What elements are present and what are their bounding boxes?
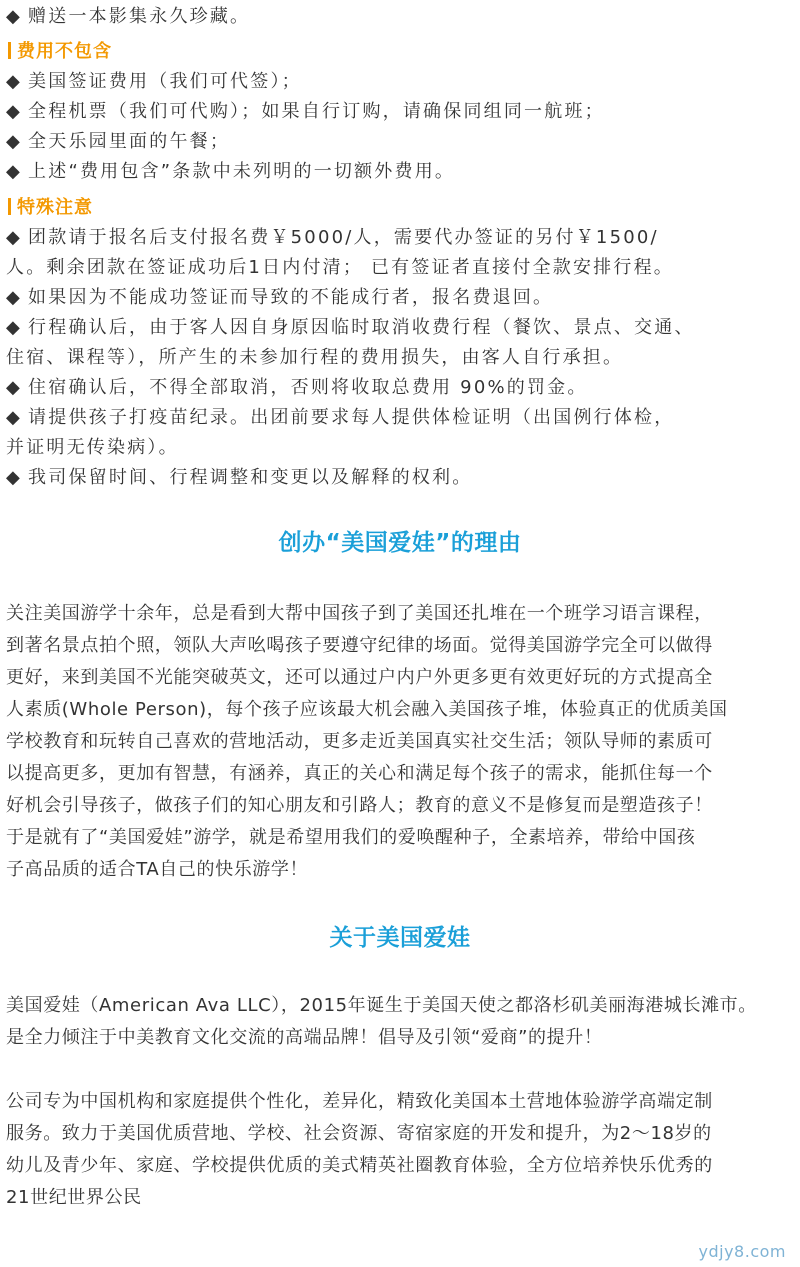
paragraph-line: 人素质(Whole Person)，每个孩子应该最大机会融入美国孩子堆，体验真正的优质美国	[6, 699, 728, 720]
about-section	[6, 920, 794, 1214]
list-item: ◆ 行程确认后，由于客人因自身原因临时取消收费行程（餐饮、景点、交通、	[6, 317, 695, 338]
paragraph-line: 关注美国游学十余年，总是看到大帮中国孩子到了美国还扎堆在一个班学习语言课程，	[6, 603, 713, 624]
paragraph-line: 更好，来到美国不光能突破英文，还可以通过户内户外更多更有效更好玩的方式提高全	[6, 667, 713, 688]
list-item-continued: 并证明无传染病）。	[6, 437, 179, 458]
list-item-continued: 住宿、课程等），所产生的未参加行程的费用损失，由客人自行承担。	[6, 347, 624, 368]
heading-bar-icon	[8, 198, 11, 215]
about-paragraph-1	[6, 990, 794, 1054]
not-included-section	[6, 37, 794, 187]
paragraph-line: 以提高更多，更加有智慧，有涵养，真正的关心和满足每个孩子的需求，能抓住每一个	[6, 763, 713, 784]
paragraph-line: 幼儿及青少年、家庭、学校提供优质的美式精英社圈教育体验，全方位培养快乐优秀的	[6, 1155, 713, 1176]
list-item: ◆ 上述“费用包含”条款中未列明的一切额外费用。	[6, 161, 456, 182]
paragraph-line: 21世纪世界公民	[6, 1187, 142, 1208]
reason-section	[6, 525, 794, 886]
paragraph-line: 到著名景点拍个照，领队大声吆喝孩子要遵守纪律的场面。觉得美国游学完全可以做得	[6, 635, 713, 656]
included-tail	[6, 2, 794, 32]
diamond-bullet-icon: ◆	[6, 101, 23, 122]
heading-bar-icon	[8, 42, 11, 59]
diamond-bullet-icon: ◆	[6, 407, 23, 428]
paragraph-line: 是全力倾注于中美教育文化交流的高端品牌！倡导及引领“爱商”的提升！	[6, 1027, 603, 1048]
section-title: 创办“美国爱娃”的理由	[278, 530, 522, 556]
diamond-bullet-icon: ◆	[6, 161, 23, 182]
paragraph-line: 于是就有了“美国爱娃”游学，就是希望用我们的爱唤醒种子，全素培养，带给中国孩	[6, 827, 696, 848]
list-item: ◆ 请提供孩子打疫苗纪录。出团前要求每人提供体检证明（出国例行体检，	[6, 407, 675, 428]
diamond-bullet-icon: ◆	[6, 131, 23, 152]
watermark: ydjy8.com	[698, 1242, 786, 1261]
section-heading: 费用不包含	[6, 37, 794, 67]
paragraph-line: 服务。致力于美国优质营地、学校、社会资源、寄宿家庭的开发和提升，为2～18岁的	[6, 1123, 712, 1144]
diamond-bullet-icon: ◆	[6, 377, 23, 398]
list-item: ◆ 全天乐园里面的午餐；	[6, 131, 231, 152]
paragraph-line: 子高品质的适合TA自己的快乐游学！	[6, 859, 309, 880]
list-item: ◆ 美国签证费用（我们可代签）；	[6, 71, 302, 92]
diamond-bullet-icon: ◆	[6, 287, 23, 308]
diamond-bullet-icon: ◆	[6, 317, 23, 338]
diamond-bullet-icon: ◆	[6, 6, 23, 27]
list-item: ◆ 如果因为不能成功签证而导致的不能成行者，报名费退回。	[6, 287, 554, 308]
diamond-bullet-icon: ◆	[6, 71, 23, 92]
about-paragraph-2	[6, 1086, 794, 1214]
paragraph-line: 学校教育和玩转自己喜欢的营地活动，更多走近美国真实社交生活；领队导师的素质可	[6, 731, 713, 752]
list-item-continued: 人。剩余团款在签证成功后1日内付清； 已有签证者直接付全款安排行程。	[6, 257, 674, 278]
list-item: ◆ 住宿确认后，不得全部取消，否则将收取总费用 90%的罚金。	[6, 377, 588, 398]
list-item: ◆ 赠送一本影集永久珍藏。	[6, 6, 251, 27]
diamond-bullet-icon: ◆	[6, 467, 23, 488]
diamond-bullet-icon: ◆	[6, 227, 23, 248]
article	[0, 2, 800, 1214]
paragraph-line: 美国爱娃（American Ava LLC），2015年诞生于美国天使之都洛杉矶美丽海港城长滩市。	[6, 995, 757, 1016]
section-heading: 特殊注意	[6, 193, 794, 223]
list-item: ◆ 团款请于报名后支付报名费￥5000/人，需要代办签证的另付￥1500/	[6, 227, 659, 248]
section-title: 关于美国爱娃	[329, 925, 471, 951]
paragraph-line: 公司专为中国机构和家庭提供个性化，差异化，精致化美国本土营地体验游学高端定制	[6, 1091, 713, 1112]
paragraph-line: 好机会引导孩子，做孩子们的知心朋友和引路人；教育的意义不是修复而是塑造孩子！	[6, 795, 713, 816]
reason-paragraph	[6, 598, 794, 886]
list-item: ◆ 全程机票（我们可代购）；如果自行订购，请确保同组同一航班；	[6, 101, 605, 122]
list-item: ◆ 我司保留时间、行程调整和变更以及解释的权利。	[6, 467, 473, 488]
notes-section	[6, 193, 794, 493]
